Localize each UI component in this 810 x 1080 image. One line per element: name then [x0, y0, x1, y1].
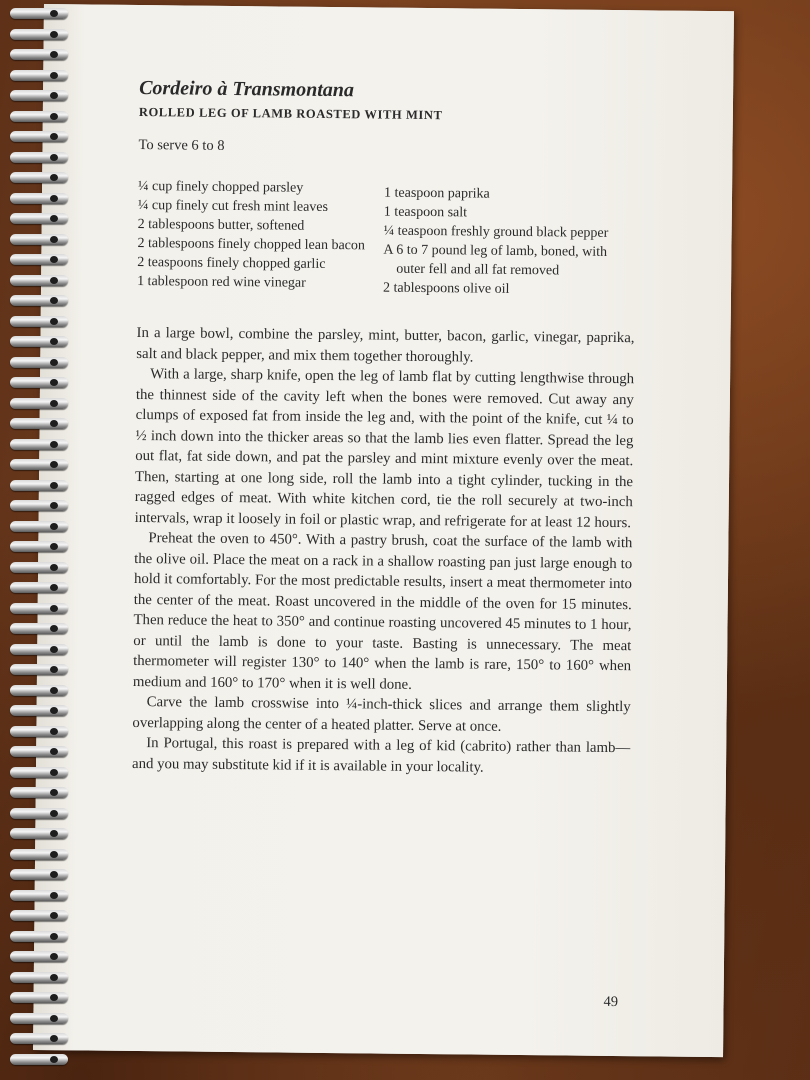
binding-ring [10, 521, 68, 532]
binding-ring [10, 357, 68, 368]
ingredient-item: 1 tablespoon red wine vinegar [137, 273, 306, 291]
binding-ring [10, 500, 68, 511]
ingredient-item: ¼ teaspoon freshly ground black pepper [383, 223, 609, 241]
method-paragraph: Carve the lamb crosswise into ¼-inch-thick slices and arrange them slightly overlapping along the center of a heated platter. Serve at once. [132, 694, 631, 735]
ingredient-column-right [383, 180, 634, 301]
binding-ring [10, 992, 68, 1003]
binding-ring [10, 951, 68, 962]
binding-ring [10, 70, 68, 81]
binding-ring [10, 459, 68, 470]
ingredient-item: 2 tablespoons olive oil [382, 280, 510, 297]
binding-ring [10, 418, 68, 429]
binding-ring [10, 931, 68, 942]
method-paragraph: In Portugal, this roast is prepared with a leg of kid (cabrito) rather than lamb—and you may substitute kid if it is available in your locality. [131, 735, 631, 776]
binding-ring [10, 234, 68, 245]
binding-ring [10, 131, 68, 142]
binding-ring [10, 828, 68, 839]
binding-ring [10, 193, 68, 204]
method-paragraph: In a large bowl, combine the parsley, mint, butter, bacon, garlic, vinegar, paprika, salt and black pepper, and mix them together thoroughly. [136, 324, 635, 366]
binding-ring [10, 49, 68, 60]
binding-ring [10, 767, 68, 778]
recipe-subtitle: ROLLED LEG OF LAMB ROASTED WITH MINT [138, 104, 443, 123]
binding-ring [10, 172, 68, 183]
binding-ring [10, 111, 68, 122]
binding-ring [10, 705, 68, 716]
binding-ring [10, 90, 68, 101]
binding-ring [10, 398, 68, 409]
binding-ring [10, 623, 68, 634]
ingredient-item: 1 teaspoon salt [383, 204, 468, 221]
ingredient-item: ¼ cup finely chopped parsley [138, 178, 304, 196]
page-number: 49 [603, 993, 619, 1011]
spiral-binding [0, 0, 78, 1080]
binding-ring [10, 1033, 68, 1044]
binding-ring [10, 152, 68, 163]
binding-ring [10, 316, 68, 327]
binding-ring [10, 439, 68, 450]
binding-ring [10, 644, 68, 655]
ingredient-column-left [137, 177, 384, 298]
binding-ring [10, 664, 68, 675]
binding-ring [10, 603, 68, 614]
recipe-content [132, 75, 637, 779]
ingredient-item: 2 tablespoons finely chopped lean bacon [137, 235, 366, 254]
binding-ring [10, 910, 68, 921]
binding-ring [10, 890, 68, 901]
binding-ring [10, 275, 68, 286]
recipe-title: Cordeiro à Transmontana [139, 77, 355, 102]
binding-ring [10, 8, 68, 19]
binding-ring [10, 1054, 68, 1065]
binding-ring [10, 869, 68, 880]
binding-ring [10, 582, 68, 593]
binding-ring [10, 726, 68, 737]
binding-ring [10, 1013, 68, 1024]
binding-ring [10, 480, 68, 491]
binding-ring [10, 29, 68, 40]
ingredient-item: 1 teaspoon paprika [383, 185, 490, 202]
recipe-method [132, 323, 635, 779]
binding-ring [10, 685, 68, 696]
method-paragraph: Preheat the oven to 450°. With a pastry brush, coat the surface of the lamb with the olive oil. Place the meat on a rack in a shallow roasting pan just large enough to hold it comfortably. For the most predictable results, insert a meat thermometer into the center of the meat. Roast uncovered in the middle of the oven for 15 minutes. Then reduce the heat to 350° and continue roasting uncovered 45 minutes to 1 hour, or until the lamb is done to your taste. Basting is unnecessary. The meat thermometer will register 130° to 140° when the lamb is rare, 150° to 160° when medium and 160° to 170° when it is well done. [132, 530, 633, 693]
method-paragraph: With a large, sharp knife, open the leg of lamb flat by cutting lengthwise through the thinnest side of the cavity left when the bones were removed. Cut away any clumps of exposed fat from inside the leg and, with the point of the knife, cut ¼ to ½ inch down into the thicker areas so that the lamb lies even flatter. Spread the leg out flat, fat side down, and pat the parsley and mint mixture evenly over the meat. Then, starting at one long side, roll the lamb into a tight cylinder, tucking in the ragged edges of meat. With white kitchen cord, tie the roll securely at two-inch intervals, wrap it loosely in foil or plastic wrap, and refrigerate for at least 12 hours. [134, 366, 635, 531]
serving-size: To serve 6 to 8 [138, 136, 225, 154]
binding-ring [10, 377, 68, 388]
binding-ring [10, 336, 68, 347]
ingredient-item: A 6 to 7 pound leg of lamb, boned, with outer fell and all fat removed [383, 242, 608, 279]
binding-ring [10, 746, 68, 757]
binding-ring [10, 541, 68, 552]
cookbook-page [33, 4, 734, 1057]
binding-ring [10, 213, 68, 224]
binding-ring [10, 562, 68, 573]
ingredient-item: 2 teaspoons finely chopped garlic [137, 254, 326, 272]
binding-ring [10, 808, 68, 819]
binding-ring [10, 295, 68, 306]
binding-ring [10, 787, 68, 798]
ingredient-item: ¼ cup finely cut fresh mint leaves [137, 197, 329, 215]
ingredient-list [137, 177, 636, 300]
binding-ring [10, 972, 68, 983]
binding-ring [10, 849, 68, 860]
binding-ring [10, 254, 68, 265]
ingredient-item: 2 tablespoons butter, softened [137, 216, 305, 234]
